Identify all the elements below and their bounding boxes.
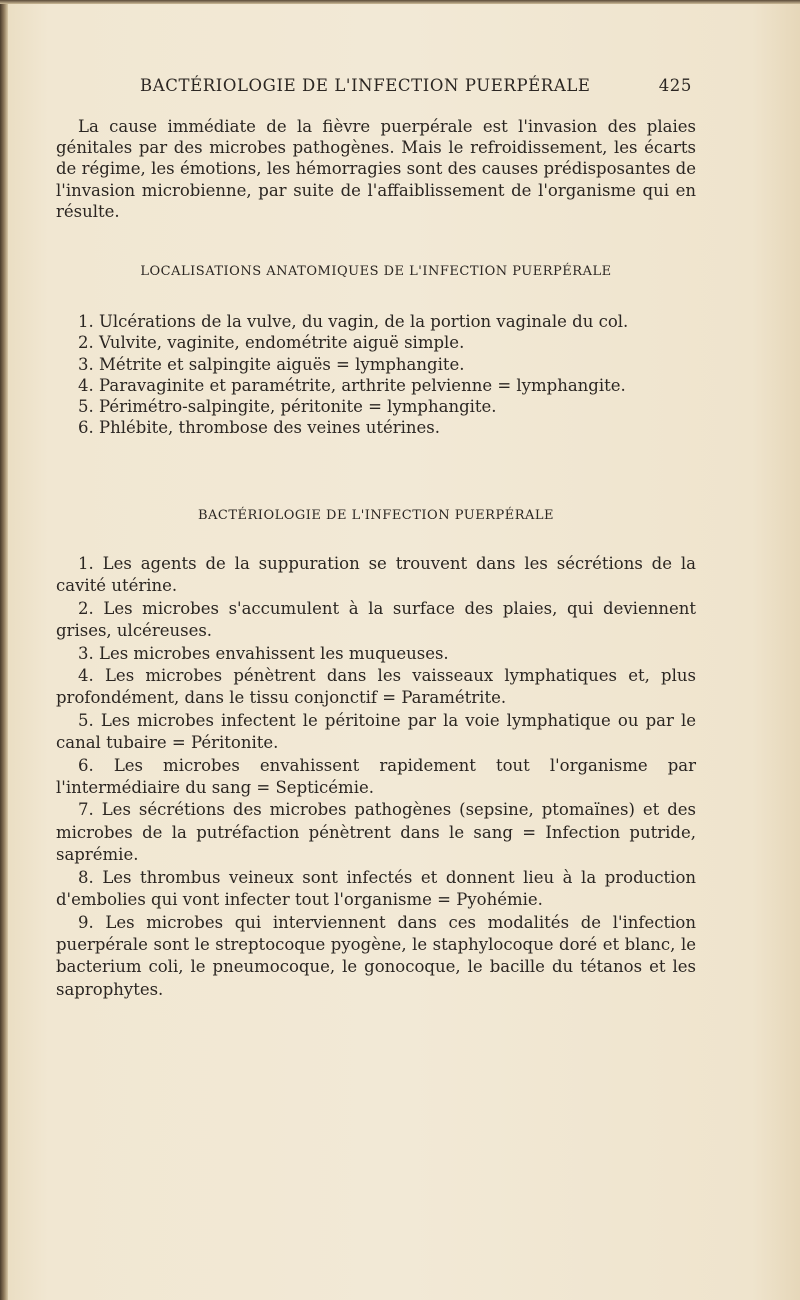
list-item	[56, 867, 696, 912]
intro-paragraph: La cause immédiate de la fièvre puerpérale est l'invasion des plaies génitales par des microbes pathogènes. Mais le refroidissement, les écarts de régime, les émotions, les hémorragies sont des causes prédisposantes de l'invasion microbienne, par suite de l'affaiblissement de l'organisme qui en résulte.	[56, 117, 696, 221]
item-number: 3.	[78, 643, 94, 663]
item-number: 1.	[78, 554, 94, 573]
item-text: Les agents de la suppuration se trouvent dans les sécrétions de la cavité utérine.	[56, 554, 696, 596]
localisations-list	[56, 311, 696, 439]
item-text: Métrite et salpingite aiguës = lymphangite.	[99, 354, 465, 374]
item-text: Les microbes pénètrent dans les vaisseaux lymphatiques et, plus profondément, dans le tissu conjonctif = Paramétrite.	[56, 666, 696, 708]
item-text: Phlébite, thrombose des veines utérines.	[99, 418, 440, 438]
item-number: 1.	[78, 312, 94, 331]
list-item	[56, 799, 696, 866]
list-item	[56, 665, 696, 710]
running-title: BACTÉRIOLOGIE DE L'INFECTION PUERPÉRALE	[140, 76, 591, 95]
item-text: Périmétro-salpingite, péritonite = lymphangite.	[99, 397, 497, 417]
item-number: 5.	[78, 397, 94, 417]
item-number: 4.	[78, 375, 94, 395]
item-text: Les microbes s'accumulent à la surface des plaies, qui deviennent grises, ulcéreuses.	[56, 598, 696, 641]
item-number: 2.	[78, 598, 94, 618]
list-item	[56, 375, 696, 396]
item-text: Les microbes envahissent rapidement tout l'organisme par l'intermédiaire du sang = Septicémie.	[56, 755, 696, 798]
list-item	[56, 553, 696, 598]
list-item	[56, 598, 696, 643]
list-item	[56, 354, 696, 375]
item-text: Ulcérations de la vulve, du vagin, de la portion vaginale du col.	[99, 312, 629, 331]
item-text: Les microbes qui interviennent dans ces modalités de l'infection puerpérale sont le streptocoque pyogène, le staphylocoque doré et blanc, le bacterium coli, le pneumocoque, le gonocoque, le bacille du tétanos et les saprophytes.	[56, 912, 696, 999]
section-heading-bacteriologie: BACTÉRIOLOGIE DE L'INFECTION PUERPÉRALE	[197, 508, 555, 523]
item-text: Les sécrétions des microbes pathogènes (sepsine, ptomaïnes) et des microbes de la putréfaction pénètrent dans le sang = Infection putride, saprémie.	[56, 800, 696, 865]
list-item	[56, 417, 696, 438]
list-item	[56, 332, 696, 353]
item-number: 7.	[78, 800, 94, 820]
page-top-edge	[0, 0, 800, 4]
item-number: 6.	[78, 418, 94, 438]
item-text: Vulvite, vaginite, endométrite aiguë simple.	[99, 333, 465, 353]
item-number: 3.	[78, 354, 94, 374]
page-number: 425	[658, 76, 692, 95]
list-item	[56, 755, 696, 800]
page-binding-edge	[0, 0, 8, 1300]
item-number: 6.	[78, 755, 94, 775]
item-number: 2.	[78, 333, 94, 353]
bacteriologie-list	[56, 553, 696, 1001]
list-item	[56, 396, 696, 417]
item-number: 4.	[78, 666, 94, 686]
item-text: Les microbes envahissent les muqueuses.	[99, 643, 449, 663]
item-number: 5.	[78, 710, 94, 730]
item-text: Les thrombus veineux sont infectés et donnent lieu à la production d'embolies qui vont infecter tout l'organisme = Pyohémie.	[56, 867, 696, 910]
list-item	[56, 912, 696, 1002]
item-text: Paravaginite et paramétrite, arthrite pelvienne = lymphangite.	[99, 375, 626, 395]
item-text: Les microbes infectent le péritoine par la voie lymphatique ou par le canal tubaire = Péritonite.	[56, 710, 696, 753]
list-item	[56, 311, 696, 332]
item-number: 9.	[78, 912, 94, 932]
item-number: 8.	[78, 867, 94, 887]
list-item	[56, 643, 696, 665]
list-item	[56, 710, 696, 755]
section-heading-localisations: LOCALISATIONS ANATOMIQUES DE L'INFECTION PUERPÉRALE	[140, 264, 612, 279]
